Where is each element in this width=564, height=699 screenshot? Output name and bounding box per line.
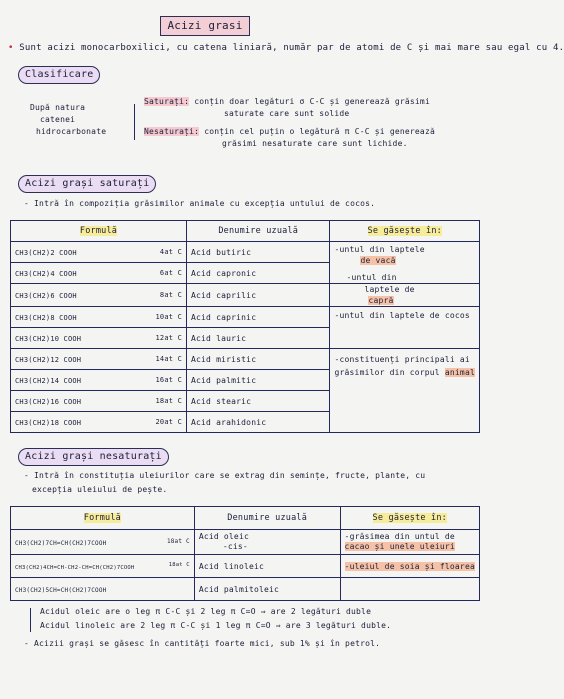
table-row: CH3(CH2)18 COOH 20at C Acid arahidonic <box>11 412 480 433</box>
header-name: Denumire uzuală <box>218 226 299 236</box>
page-title: Acizi grasi <box>160 16 250 36</box>
table-row: CH3(CH2)2 COOH 4at C Acid butiric -untul din laptele de vacă -untul din <box>11 242 480 263</box>
table-row: CH3(CH2)16 COOH 18at C Acid stearic <box>11 391 480 412</box>
clasificare-heading: Clasificare <box>18 66 100 84</box>
table-row: CH3(CH2)7CH=CH(CH2)7COOH 18at C Acid oleic -cis- -grăsimea din untul de cacao și unele uleiuri <box>11 530 480 555</box>
table-row: CH3(CH2)4CH=CH-CH2-CH=CH(CH2)7COOH 18at C Acid linoleic -uleiul de soia și floarea <box>11 555 480 578</box>
header-name: Denumire uzuală <box>227 513 308 523</box>
table-row: CH3(CH2)10 COOH 12at C Acid lauric <box>11 328 480 349</box>
nesaturati-table <box>10 506 480 601</box>
table-row: CH3(CH2)12 COOH 14at C Acid miristic -constituenți principali ai grăsimilor din corpul animal <box>11 349 480 370</box>
note-linoleic: Acidul linoleic are 2 leg π C-C și 1 leg π C=O ⇒ are 3 legături duble. <box>40 621 392 630</box>
final-note: - Acizii grași se găsesc în cantități foarte mici, sub 1% și în petrol. <box>24 639 381 648</box>
nesaturati-intro-1: - Intră în constituția uleiurilor care se extrag din semințe, fructe, plante, cu <box>24 471 426 480</box>
header-found: Se găsește în: <box>372 513 447 523</box>
saturati-definition: Saturați: conțin doar legături σ C-C și generează grăsimi <box>144 97 430 106</box>
table-header-row <box>11 507 480 530</box>
note-oleic: Acidul oleic are o leg π C-C și 2 leg π C=O ⇒ are 2 legături duble <box>40 607 372 616</box>
nesaturati-definition-2: grăsimi nesaturate care sunt lichide. <box>222 139 408 148</box>
nesaturati-intro-2: excepția uleiului de pește. <box>32 485 168 494</box>
table-row: CH3(CH2)14 COOH 16at C Acid palmitic <box>11 370 480 391</box>
table-row: CH3(CH2)5CH=CH(CH2)7COOH Acid palmitoleic <box>11 578 480 601</box>
classification-brace <box>134 104 135 140</box>
table-row: CH3(CH2)8 COOH 10at C Acid caprinic -untul din laptele de cocos <box>11 307 480 328</box>
header-formula: Formulă <box>83 513 122 523</box>
table-row: CH3(CH2)6 COOH 8at C Acid caprilic laptele de capră <box>11 284 480 307</box>
nesaturati-definition: Nesaturați: conțin cel puțin o legătură π C-C și generează <box>144 127 435 136</box>
notes-page: Acizi grasi • Sunt acizi monocarboxilici, cu catena liniară, număr par de atomi de C și mai mare sau egal cu 4. Clasificare După natura catenei hidrocarbonate Saturați: conțin doar legături σ C-C și generează grăsimi saturate care sunt solide Nesaturați: conțin cel puțin o legătură π C-C și generează grăsimi nesaturate care sunt lichide. Acizi grași saturați - Intră în compoziția grăsimilor animale cu excepția untului de cocos. Formulă Denumire uzuală Se găsește în: CH3(CH2)2 COOH 4at C Acid butiric -untul din laptele de vacă -untul din CH3(CH2)4 COOH 6at C Acid capronic CH3(CH2)6 COOH 8at C Acid caprilic laptele de capră CH3(CH2)8 COOH 10at C Acid caprinic -untul din laptele de cocos CH3(CH2)10 COOH 12at C Acid lauric CH3(CH2)12 COOH 14at C Acid miristic -constituenți principali ai grăsimilor din corpul animal CH3(CH2)14 COOH 16at C Acid palmitic CH3(CH2)16 COOH 18at C Acid stearic CH3(CH2)18 COOH 20at C Acid arahidonic Acizi grași nesaturați - Intră în constituția uleiurilor care se extrag din semințe, fructe, plante, cu excepția uleiului de pește. Formulă Denumire uzuală Se găsește în: CH3(CH2)7CH=CH(CH2)7COOH 18at C Acid oleic -cis- -grăsimea din untul de cacao și unele uleiuri CH3(CH2)4CH=CH-CH2-CH=CH(CH2)7COOH 18at C Acid linoleic -uleiul de soia și floarea CH3(CH2)5CH=CH(CH2)7COOH Acid palmitoleic Acidul oleic are o leg π C-C și 2 leg π C=O ⇒ are 2 legături duble Acidul linoleic are 2 leg π C-C și 1 leg π C=O ⇒ are 3 legături duble. - Acizii grași se găsesc în cantități foarte mici, sub 1% și în petrol. <box>0 0 492 699</box>
saturati-table <box>10 220 480 433</box>
header-found: Se găsește în: <box>367 226 442 236</box>
nesaturati-heading: Acizi grași nesaturați <box>18 448 169 466</box>
header-formula: Formulă <box>79 226 118 236</box>
saturati-definition-2: saturate care sunt solide <box>224 109 350 118</box>
table-header-row <box>11 221 480 242</box>
saturati-intro: - Intră în compoziția grăsimilor animale cu excepția untului de cocos. <box>24 199 376 208</box>
table-row: CH3(CH2)4 COOH 6at C Acid capronic <box>11 263 480 284</box>
saturati-heading: Acizi grași saturați <box>18 175 156 193</box>
intro-line: • Sunt acizi monocarboxilici, cu catena liniară, număr par de atomi de C și mai mare sau egal cu 4. <box>8 43 564 53</box>
notes-bracket <box>30 608 31 632</box>
